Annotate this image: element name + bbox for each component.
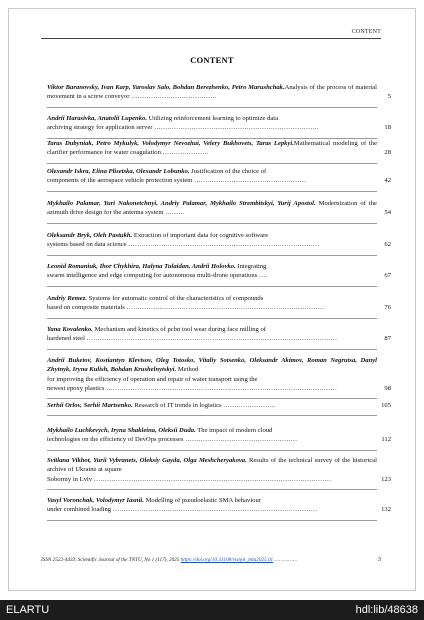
toc-entry[interactable] [47,456,391,490]
toc-entry[interactable] [47,114,391,139]
toc-entry-authors: Mykhailo Palamar, Yuri Nakonetchnyi, Andriy Palamar, Mykhailo Strembitskyi, Yurij Apostol. [47,200,316,207]
toc-entry[interactable] [47,167,391,192]
toc-entry-text [47,325,377,344]
toc-entry[interactable] [47,139,391,164]
toc-entry-title: components of the aerospace vehicle protection system …………………………………………… [47,177,307,185]
status-bar [0,600,424,620]
footer-page-number: 3 [377,557,381,563]
toc-entry-authors: Svitlana Vikhot, Yurii Vybranets, Oleksiy Gayda, Olga Meshcheryakova. [47,457,247,464]
footer-citation: ISSN 2522-4433. Scientific Journal of the TNTU, No 1 (117), 2025 [41,557,181,563]
toc-entry-text [47,199,377,218]
toc-entry[interactable] [47,262,391,287]
toc-entry-title: The impact of modern cloud [195,427,273,434]
toc-entry-authors: Olexandr Iskra, Elina Plisetska, Olexandr Lobunko. [47,168,190,175]
toc-entry-title: Modernization of the azimuth drive design for the antenna system ……… [47,200,377,217]
toc-entry-text [47,496,377,515]
toc-entry[interactable] [47,496,391,521]
toc-entry-title: Utilizing reinforcement learning to optimize data [146,115,279,122]
toc-entry-text [47,231,377,250]
toc-entry-title: based on composite materials ……………………………………………………………………………… [47,304,325,312]
toc-entry-title: Method [176,366,199,374]
toc-entry-title: Mathematical modeling of the clarifier performance for water coagulation ………………… [47,140,377,157]
toc-entry-title: Justification of the choice of [189,168,267,175]
toc-entry-page-number: 98 [384,384,391,392]
toc-entry-page-number: 62 [384,241,391,249]
document-page [8,8,416,591]
toc-entry-authors: Vasyl Voronchak, Volodymyr Iasnii. [47,497,144,504]
toc-entry-page-number: 67 [384,272,391,280]
doi-link[interactable]: https://doi.org/10.33108/visnyk_tntu2025.01 [180,557,274,563]
toc-entry-authors: Andriy Remez. [47,295,87,302]
toc-entry-text [47,139,377,158]
toc-entry[interactable] [47,294,391,319]
toc-entry-title: Integrating [235,263,267,270]
toc-entry-page-number: 123 [381,475,391,483]
toc-entry-text [47,401,377,410]
toc-entry-authors: Mykhailo Luchkevych, Iryna Shakleina, Oleksii Duda. [47,427,196,434]
toc-entry-authors: Andrii Buketov, Kostiantyn Klevtsov, Oleg Totosko, Vitaliy Sotsenko, Oleksandr Akimov, Roman Negrutsa, Danyl Zhytnyk, Iryna Kulish, Bohdan Krushelnytskyi. [47,357,377,374]
toc-entry-text [47,294,377,313]
toc-entry-title: systems based on data science …………………………………………………………………………… [47,241,320,249]
toc-entry-title: Research of IT trends in logistics …………………… [132,402,276,409]
toc-entry-page-number: 112 [381,436,391,444]
toc-entry-page-number: 42 [384,177,391,185]
toc-entry-title: Extraction of important data for cognitive software [132,232,269,239]
toc-entry-text [47,426,377,445]
toc-entry-authors: Andrii Harasivka, Anatolii Lupenko. [47,115,147,122]
toc-entry[interactable] [47,231,391,256]
toc-entry-title: for improving the efficiency of operation and repair of water transport using the [47,375,258,383]
toc-entry-text [47,114,377,133]
toc-entry-title: Systems for automatic control of the characteristics of compounds [86,295,264,302]
page-title: CONTENT [190,56,234,65]
toc-entry[interactable] [47,401,391,416]
toc-entry-page-number: 54 [384,209,391,217]
header-rule [41,38,381,39]
toc-entry-text [47,167,377,186]
toc-entry-page-number: 76 [384,304,391,312]
toc-entry-title: swarm intelligence and edge computing for autonomous multi-drone operations …. [47,272,268,280]
toc-entry[interactable] [47,356,391,399]
toc-entry[interactable] [47,325,391,350]
page-footer [41,557,381,563]
toc-entry[interactable] [47,83,391,108]
toc-entry-page-number: 18 [384,124,391,132]
footer-dots: …………… [273,557,298,563]
toc-entry-title: under combined loading ………………………………………………………………………………… [47,506,318,514]
toc-entry[interactable] [47,426,391,451]
toc-entry-text [47,456,377,484]
running-head: CONTENT [351,29,381,35]
toc-entry-title: Modelling of pseudoelastic SMA behaviour [143,497,261,504]
toc-entry-page-number: 28 [384,149,391,157]
repository-name: ELARTU [6,604,50,616]
toc-entry-page-number: 5 [387,93,391,101]
toc-entry-authors: Yana Kovalenko. [47,326,93,333]
toc-entry-authors: Serhii Orlov, Serhii Martsenko. [47,402,133,409]
toc-entry-text [47,83,377,102]
toc-entry-page-number: 87 [384,335,391,343]
toc-entry-authors: Viktor Baranovsky, Ivan Karp, Yaroslav Salo, Bohdan Berezhenko, Petro Marushchak. [47,84,285,91]
toc-entry-title: technologies on the efficiency of DevOps processes …………………………………………… [47,436,298,444]
toc-entry-title: Analysis of the process of material movement in a screw conveyor ………………………………… [47,84,377,101]
toc-entry[interactable] [47,199,391,224]
toc-entry-authors: Oleksandr Bryk, Oleh Pastukh. [47,232,133,239]
toc-entry-page-number: 105 [381,402,391,409]
toc-entry-title: Mechanism and kinetics of pcbn tool wear during face milling of [92,326,266,333]
toc-entry-page-number: 132 [381,506,391,514]
handle-id[interactable]: hdl:lib/48638 [355,604,418,616]
toc-entry-title: Soborniy in Lviv ……………………………………………………………………………………………… [47,475,332,483]
toc-entry-title: Results of the technical survey of the historical archive of Ukraine at square [47,457,377,474]
toc-entry-title: hardened steel …………………………………………………………………………………………………… [47,335,338,343]
toc-entry-text [47,356,377,393]
toc-entry-title: newest epoxy plastics …………………………………………………………………………………………… [47,384,337,392]
toc-entry-authors: Taras Dubyniak, Petro Mykulyk, Volodymyr Nevozhai, Velery Bukhovets, Taras Lepkyi. [47,140,294,147]
toc-entry-text [47,262,377,281]
toc-entry-authors: Leonid Romaniuk, Ihor Chykhira, Halyna Tulaidan, Andrii Holovko. [47,263,236,270]
toc-entry-title: archiving strategy for application server ………………………………………………………………… [47,124,319,132]
